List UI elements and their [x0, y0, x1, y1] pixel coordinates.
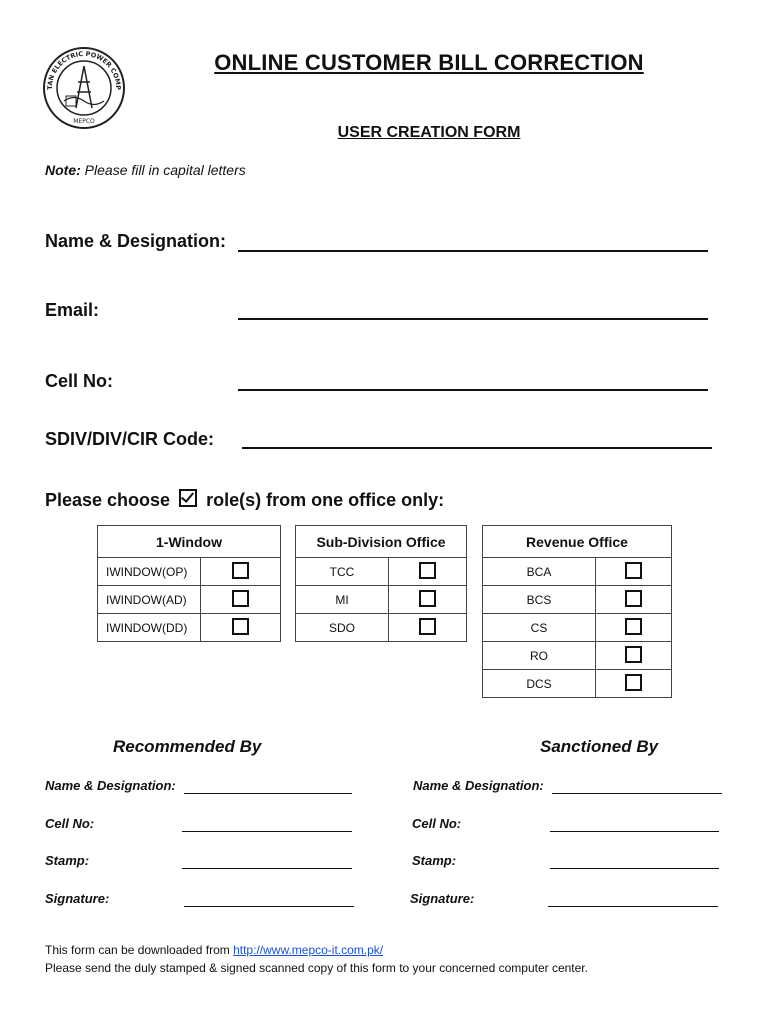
revenue-office-heading: Revenue Office	[483, 526, 672, 558]
role-label: RO	[483, 642, 596, 670]
role-label: IWINDOW(OP)	[98, 558, 201, 586]
role-instruction-suffix: role(s) from one office only:	[206, 490, 445, 510]
email-label: Email:	[45, 300, 100, 320]
role-label: TCC	[296, 558, 389, 586]
rec-stamp-field[interactable]	[182, 868, 352, 869]
role-label: BCS	[483, 586, 596, 614]
sanc-name-label: Name & Designation:	[413, 778, 544, 793]
sanctioned-by-heading: Sanctioned By	[540, 737, 659, 756]
table-row	[483, 670, 672, 698]
office-code-label: SDIV/DIV/CIR Code:	[45, 429, 215, 449]
sanc-name-field[interactable]	[552, 793, 722, 794]
rec-name-field[interactable]	[184, 793, 352, 794]
office-code-field[interactable]	[242, 447, 712, 449]
role-checkbox-bca[interactable]	[625, 562, 642, 579]
role-checkbox-iwindow-dd[interactable]	[232, 618, 249, 635]
role-checkbox-sdo[interactable]	[419, 618, 436, 635]
footer-instruction: Please send the duly stamped & signed scanned copy of this form to your concerned computer center.	[45, 961, 588, 975]
revenue-office-table	[482, 525, 672, 698]
recommended-by-heading: Recommended By	[113, 737, 262, 756]
rec-stamp-label: Stamp:	[45, 853, 90, 868]
sanc-signature-label: Signature:	[410, 891, 475, 906]
role-checkbox-ro[interactable]	[625, 646, 642, 663]
name-designation-label: Name & Designation:	[45, 231, 227, 251]
cell-no-label: Cell No:	[45, 371, 114, 391]
rec-cell-field[interactable]	[182, 831, 352, 832]
role-label: SDO	[296, 614, 389, 642]
footer-download-text: This form can be downloaded from	[45, 943, 234, 957]
table-row	[483, 642, 672, 670]
role-label: DCS	[483, 670, 596, 698]
table-row	[296, 586, 467, 614]
note-label: Note:	[45, 162, 81, 178]
role-checkbox-bcs[interactable]	[625, 590, 642, 607]
checkmark-icon	[179, 489, 197, 507]
rec-signature-field[interactable]	[184, 906, 354, 907]
one-window-table	[97, 525, 281, 642]
role-label: MI	[296, 586, 389, 614]
role-label: IWINDOW(AD)	[98, 586, 201, 614]
sanc-cell-field[interactable]	[550, 831, 719, 832]
sanc-signature-field[interactable]	[548, 906, 718, 907]
role-label: IWINDOW(DD)	[98, 614, 201, 642]
note	[45, 162, 246, 178]
sanc-stamp-field[interactable]	[550, 868, 719, 869]
role-checkbox-mi[interactable]	[419, 590, 436, 607]
table-row	[296, 558, 467, 586]
role-checkbox-iwindow-ad[interactable]	[232, 590, 249, 607]
rec-name-label: Name & Designation:	[45, 778, 176, 793]
role-instruction-prefix: Please choose	[45, 490, 171, 510]
one-window-heading: 1-Window	[98, 526, 281, 558]
download-link[interactable]: http://www.mepco-it.com.pk/	[233, 943, 384, 957]
footer-download-line	[45, 943, 383, 957]
table-row	[483, 614, 672, 642]
sanc-stamp-label: Stamp:	[412, 853, 457, 868]
logo-bottom-text: MEPCO	[73, 118, 95, 125]
role-checkbox-tcc[interactable]	[419, 562, 436, 579]
role-checkbox-dcs[interactable]	[625, 674, 642, 691]
page-title: ONLINE CUSTOMER BILL CORRECTION	[214, 50, 644, 75]
rec-signature-label: Signature:	[45, 891, 110, 906]
email-field[interactable]	[238, 318, 708, 320]
table-row	[483, 586, 672, 614]
sub-division-heading: Sub-Division Office	[296, 526, 467, 558]
role-checkbox-iwindow-op[interactable]	[232, 562, 249, 579]
sub-division-table	[295, 525, 467, 642]
rec-cell-label: Cell No:	[45, 816, 95, 831]
table-row	[98, 614, 281, 642]
form-subtitle: USER CREATION FORM	[337, 124, 521, 141]
table-row	[296, 614, 467, 642]
name-designation-field[interactable]	[238, 250, 708, 252]
table-row	[483, 558, 672, 586]
role-label: CS	[483, 614, 596, 642]
cell-no-field[interactable]	[238, 389, 708, 391]
note-text: Please fill in capital letters	[80, 162, 246, 178]
role-checkbox-cs[interactable]	[625, 618, 642, 635]
table-row	[98, 558, 281, 586]
table-row	[98, 586, 281, 614]
logo-ring-text: TAN ELECTRIC POWER COMP	[45, 49, 123, 90]
sanc-cell-label: Cell No:	[412, 816, 462, 831]
role-label: BCA	[483, 558, 596, 586]
role-instruction	[45, 489, 444, 511]
